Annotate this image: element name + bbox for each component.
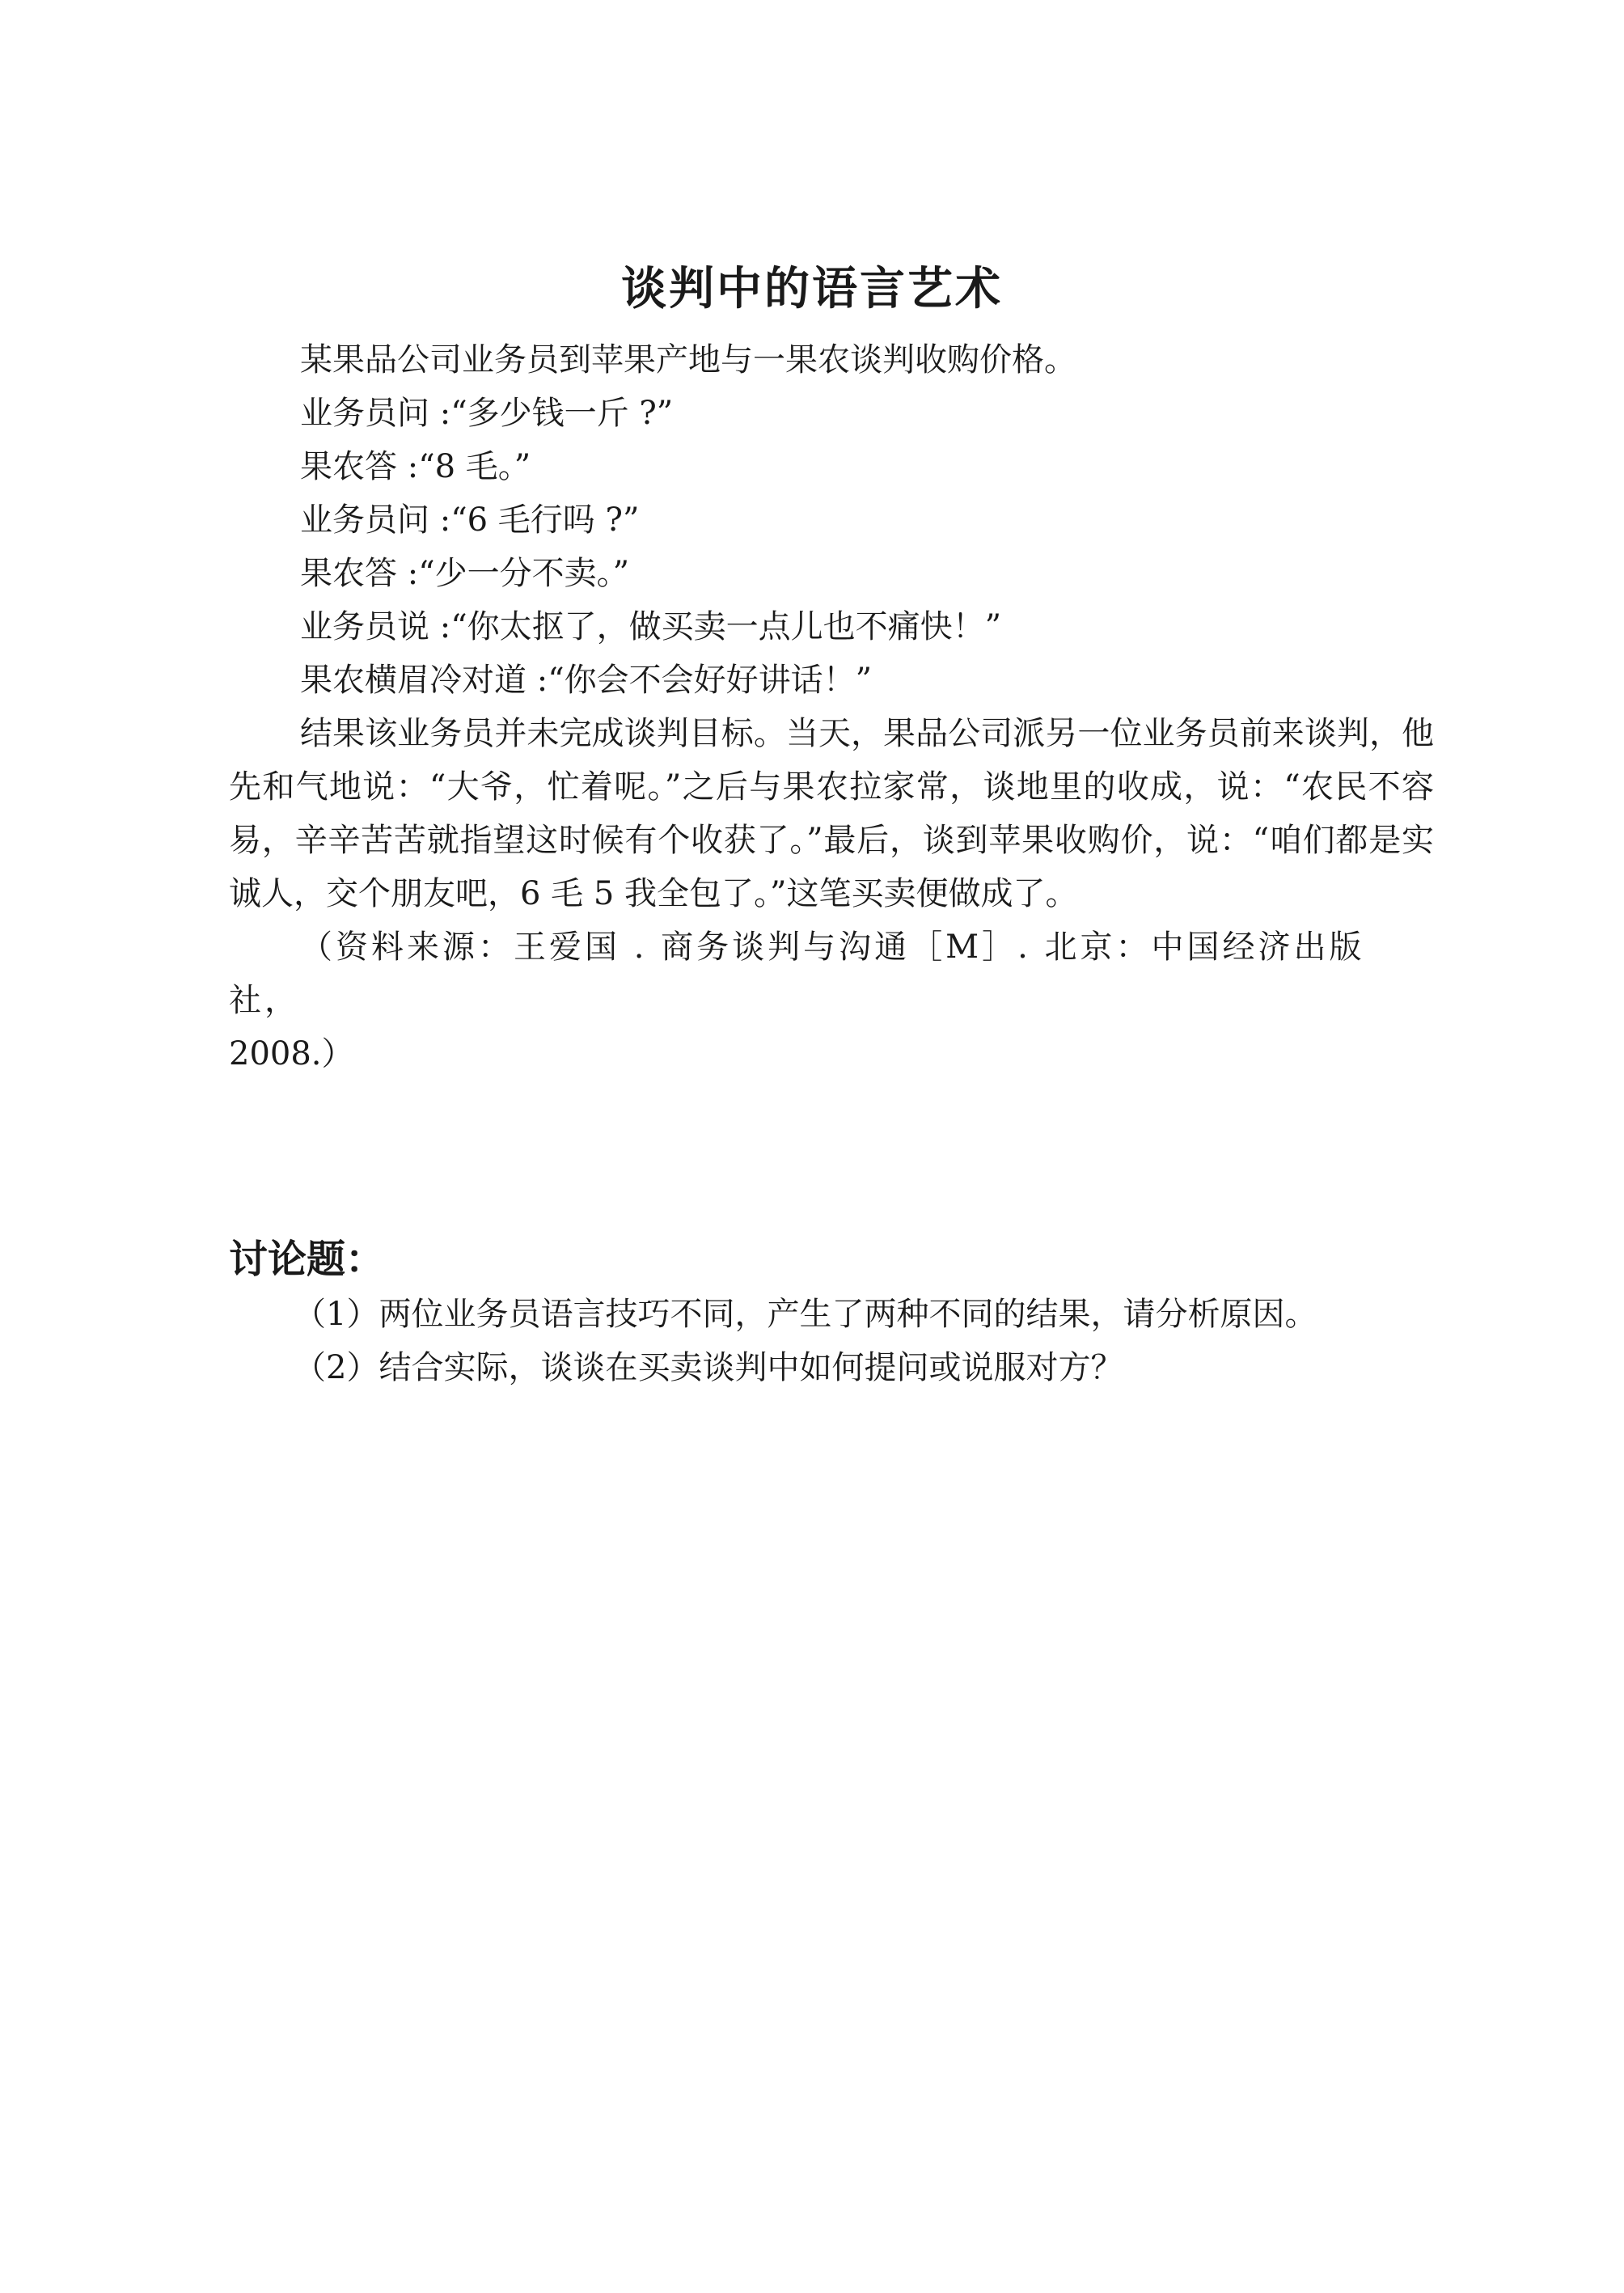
- text-line: 业务员说 :“你太抠了，做买卖一点儿也不痛快！”: [300, 608, 1002, 645]
- body-paragraph: 结果该业务员并未完成谈判目标。当天，果品公司派另一位业务员前来谈判，他先和气地说：“大爷，忙着呢。”之后与果农拉家常，谈地里的收成，说：“农民不容易，辛辛苦苦就指望这时候有个收获了。”最后，谈到苹果收购价，说：“咱们都是实诚人，交个朋友吧，6 毛 5 我全包了。”这笔买卖便做成了。: [229, 715, 1434, 912]
- text-line: 业务员问 :“6 毛行吗 ?”: [300, 501, 640, 539]
- question-item: （1）两位业务员语言技巧不同，产生了两种不同的结果，请分析原因。: [294, 1296, 1317, 1333]
- text-line: 某果品公司业务员到苹果产地与一果农谈判收购价格。: [300, 341, 1076, 379]
- text-line: 业务员问 :“多少钱一斤 ?”: [300, 395, 674, 432]
- text-line: 果农答 :“8 毛。”: [300, 448, 531, 485]
- question-item: （2）结合实际，谈谈在买卖谈判中如何提问或说服对方？: [294, 1349, 1123, 1386]
- source-text: （资料来源：王爱国 . 商务谈判与沟通［M］. 北京：中国经济出版社，: [229, 929, 1365, 1019]
- text-line: 果农答 :“少一分不卖。”: [300, 555, 630, 592]
- discussion-heading: 讨论题：: [229, 1237, 385, 1282]
- source-citation: [229, 920, 1434, 1081]
- discussion-questions: [229, 1288, 1434, 1394]
- source-year: 2008.）: [229, 1035, 354, 1072]
- text-line: 果农横眉冷对道 :“你会不会好好讲话！”: [300, 662, 873, 699]
- case-text: [229, 333, 1434, 1081]
- page-title: 谈判中的语言艺术: [621, 263, 1003, 315]
